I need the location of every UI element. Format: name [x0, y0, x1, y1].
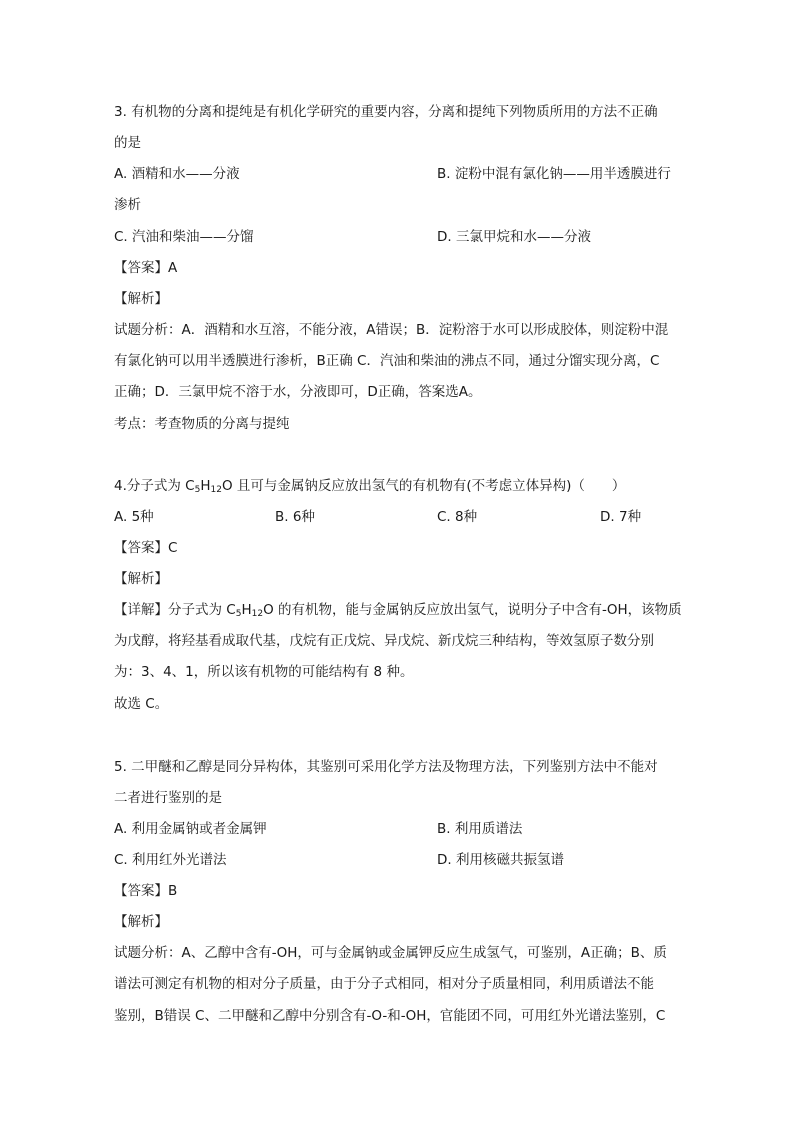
q4-option-c: C. 8种	[437, 509, 478, 525]
q4-detail-sub1: 5	[235, 609, 242, 619]
q5-option-c: C. 利用红外光谱法	[114, 852, 227, 868]
q3-analysis-line2: 有氯化钠可以用半透膜进行渗析，B正确 C．汽油和柴油的沸点不同，通过分馏实现分离，C	[114, 353, 660, 369]
q3-analysis-line3: 正确；D．三氯甲烷不溶于水，分液即可，D正确，答案选A。	[114, 384, 482, 400]
q5-options-row2	[114, 850, 694, 870]
q4-stem-sub1: 5	[194, 485, 201, 495]
q5-analysis-label: 【解析】	[114, 914, 168, 930]
q4-detail-post: O 的有机物，能与金属钠反应放出氢气，说明分子中含有-OH，该物质	[263, 602, 682, 618]
q5-analysis-line1: 试题分析：A、乙醇中含有-OH，可与金属钠或金属钾反应生成氢气，可鉴别，A正确；B、质	[114, 945, 667, 961]
q4-detail-line1	[114, 600, 682, 620]
q4-stem-mid: H	[200, 478, 211, 494]
q3-option-d: D. 三氯甲烷和水——分液	[437, 229, 591, 245]
q5-stem-line2: 二者进行鉴别的是	[114, 790, 222, 806]
q5-analysis-line2: 谱法可测定有机物的相对分子质量，由于分子式相同，相对分子质量相同，利用质谱法不能	[114, 976, 654, 992]
q4-detail-mid: H	[241, 602, 252, 618]
q3-option-b-cont: 渗析	[114, 197, 141, 213]
q4-detail-pre: 【详解】分子式为 C	[114, 602, 236, 618]
q4-stem-pre: 4.分子式为 C	[114, 478, 195, 494]
q3-answer: 【答案】A	[114, 260, 178, 276]
q5-options-row1	[114, 819, 694, 839]
q4-detail-line2: 为戊醇，将羟基看成取代基，戊烷有正戊烷、异戊烷、新戊烷三种结构，等效氢原子数分别	[114, 633, 654, 649]
q4-answer: 【答案】C	[114, 540, 178, 556]
q4-options-row	[114, 507, 694, 527]
q5-stem-line1: 5. 二甲醚和乙醇是同分异构体，其鉴别可采用化学方法及物理方法，下列鉴别方法中不能对	[114, 759, 658, 775]
q5-analysis-line3: 鉴别，B错误 C、二甲醚和乙醇中分别含有-O-和-OH，官能团不同，可用红外光谱法鉴别，C	[114, 1008, 666, 1024]
q3-stem-line2: 的是	[114, 135, 141, 151]
q5-option-d: D. 利用核磁共振氢谱	[437, 852, 564, 868]
q5-option-a: A. 利用金属钠或者金属钾	[114, 821, 267, 837]
q3-option-c: C. 汽油和柴油——分馏	[114, 229, 254, 245]
q4-analysis-label: 【解析】	[114, 571, 168, 587]
q3-analysis-line1: 试题分析：A．酒精和水互溶，不能分液，A错误；B．淀粉溶于水可以形成胶体，则淀粉中混	[114, 322, 669, 338]
q3-stem-line1: 3. 有机物的分离和提纯是有机化学研究的重要内容，分离和提纯下列物质所用的方法不正确	[114, 104, 658, 120]
q4-stem-post: O 且可与金属钠反应放出氢气的有机物有(不考虑立体异构)（ ）	[221, 478, 626, 494]
q3-options-row2	[114, 227, 694, 247]
q4-option-b: B. 6种	[275, 509, 315, 525]
q4-detail-line3: 为：3、4、1，所以该有机物的可能结构有 8 种。	[114, 664, 414, 680]
q4-conclusion: 故选 C。	[114, 696, 169, 712]
q4-option-d: D. 7种	[600, 509, 642, 525]
q3-analysis-label: 【解析】	[114, 291, 168, 307]
q4-stem-sub2: 12	[210, 485, 222, 495]
q3-kaodian: 考点：考查物质的分离与提纯	[114, 416, 290, 432]
q4-option-a: A. 5种	[114, 509, 154, 525]
q5-answer: 【答案】B	[114, 883, 178, 899]
q5-option-b: B. 利用质谱法	[437, 821, 523, 837]
q4-detail-sub2: 12	[251, 609, 264, 619]
q3-option-b: B. 淀粉中混有氯化钠——用半透膜进行	[437, 166, 671, 182]
q3-options-row1	[114, 164, 694, 184]
q4-stem	[114, 476, 625, 496]
q3-option-a: A. 酒精和水——分液	[114, 166, 240, 182]
